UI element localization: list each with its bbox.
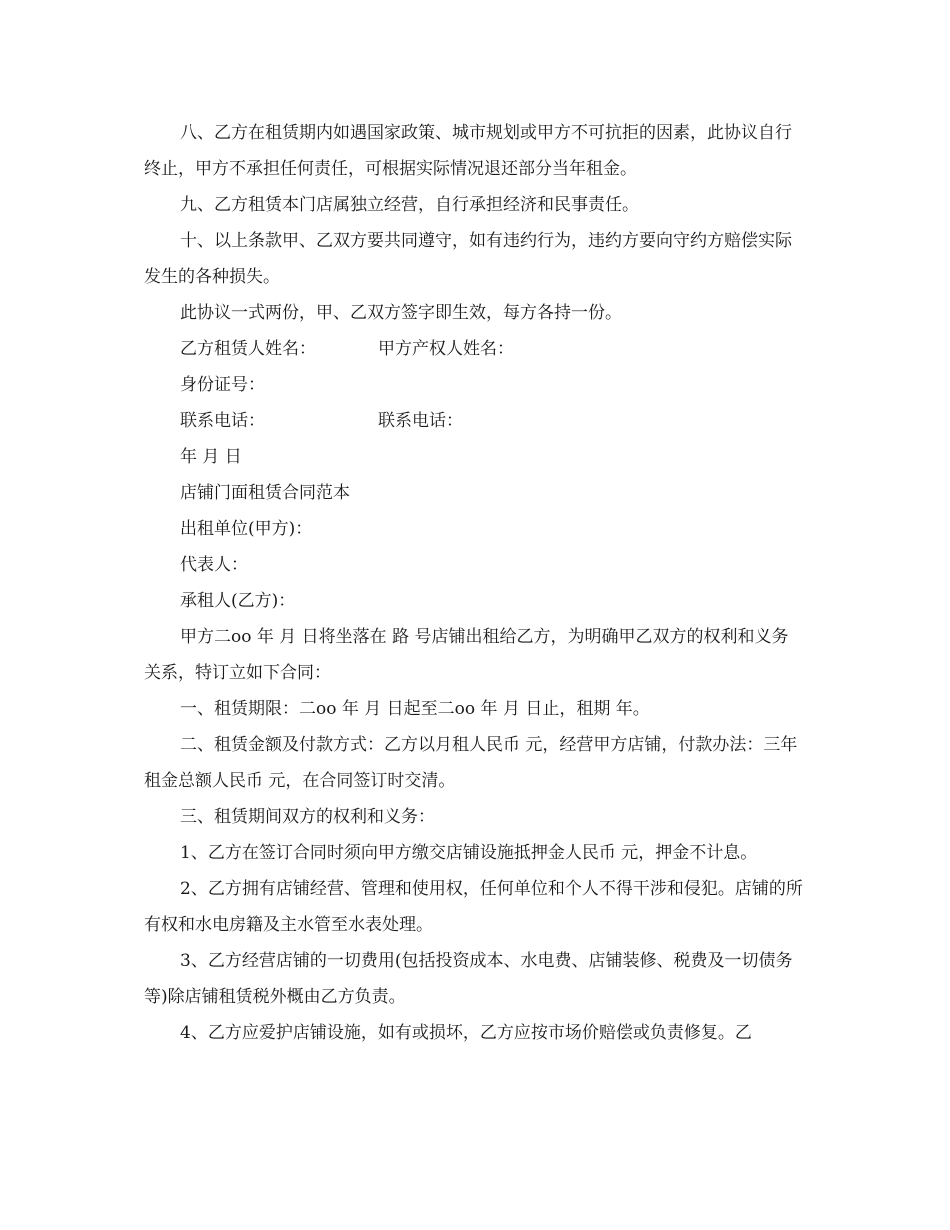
tenant-name-label: 乙方租赁人姓名： — [180, 339, 316, 359]
name-signature-row — [144, 331, 804, 367]
contract-intro: 甲方二oo 年 月 日将坐落在 路 号店铺出租给乙方，为明确甲乙双方的权利和义务关系，特订立如下合同： — [144, 627, 789, 683]
clause-rights-obligations: 三、租赁期间双方的权利和义务： — [180, 807, 435, 827]
clause-9: 九、乙方租赁本门店属独立经营，自行承担经济和民事责任。 — [180, 195, 639, 215]
sub-clause-2: 2、乙方拥有店铺经营、管理和使用权，任何单位和个人不得干涉和侵犯。店铺的所有权和水电房籍及主水管至水表处理。 — [144, 879, 803, 935]
owner-phone-label: 联系电话： — [378, 411, 463, 431]
clause-8: 八、乙方在租赁期内如遇国家政策、城市规划或甲方不可抗拒的因素，此协议自行终止，甲方不承担任何责任，可根据实际情况退还部分当年租金。 — [144, 123, 792, 179]
phone-signature-row — [144, 403, 804, 439]
lessor-label: 出租单位(甲方)： — [180, 519, 313, 539]
sub-clause-1: 1、乙方在签订合同时须向甲方缴交店铺设施抵押金人民币 元，押金不计息。 — [180, 843, 758, 863]
lessee-label: 承租人(乙方)： — [180, 591, 296, 611]
representative-label: 代表人： — [180, 555, 248, 575]
owner-name-label: 甲方产权人姓名： — [378, 339, 514, 359]
clause-lease-term: 一、租赁期限：二oo 年 月 日起至二oo 年 月 日止，租期 年。 — [180, 699, 650, 719]
sub-clause-4: 4、乙方应爱护店铺设施，如有或损坏，乙方应按市场价赔偿或负责修复。乙 — [180, 1023, 752, 1043]
copies-statement: 此协议一式两份，甲、乙双方签字即生效，每方各持一份。 — [180, 303, 622, 323]
id-card-label: 身份证号： — [180, 375, 265, 395]
contract-title: 店铺门面租赁合同范本 — [180, 483, 350, 503]
signature-date-label: 年 月 日 — [180, 447, 242, 467]
clause-rent-payment: 二、租赁金额及付款方式：乙方以月租人民币 元，经营甲方店铺，付款办法：三年租金总额人民币 元，在合同签订时交清。 — [144, 735, 798, 791]
clause-10: 十、以上条款甲、乙双方要共同遵守，如有违约行为，违约方要向守约方赔偿实际发生的各种损失。 — [144, 231, 792, 287]
tenant-phone-label: 联系电话： — [180, 411, 265, 431]
document-body — [144, 115, 804, 1051]
sub-clause-3: 3、乙方经营店铺的一切费用(包括投资成本、水电费、店铺装修、税费及一切债务等)除店铺租赁税外概由乙方负责。 — [144, 951, 793, 1007]
